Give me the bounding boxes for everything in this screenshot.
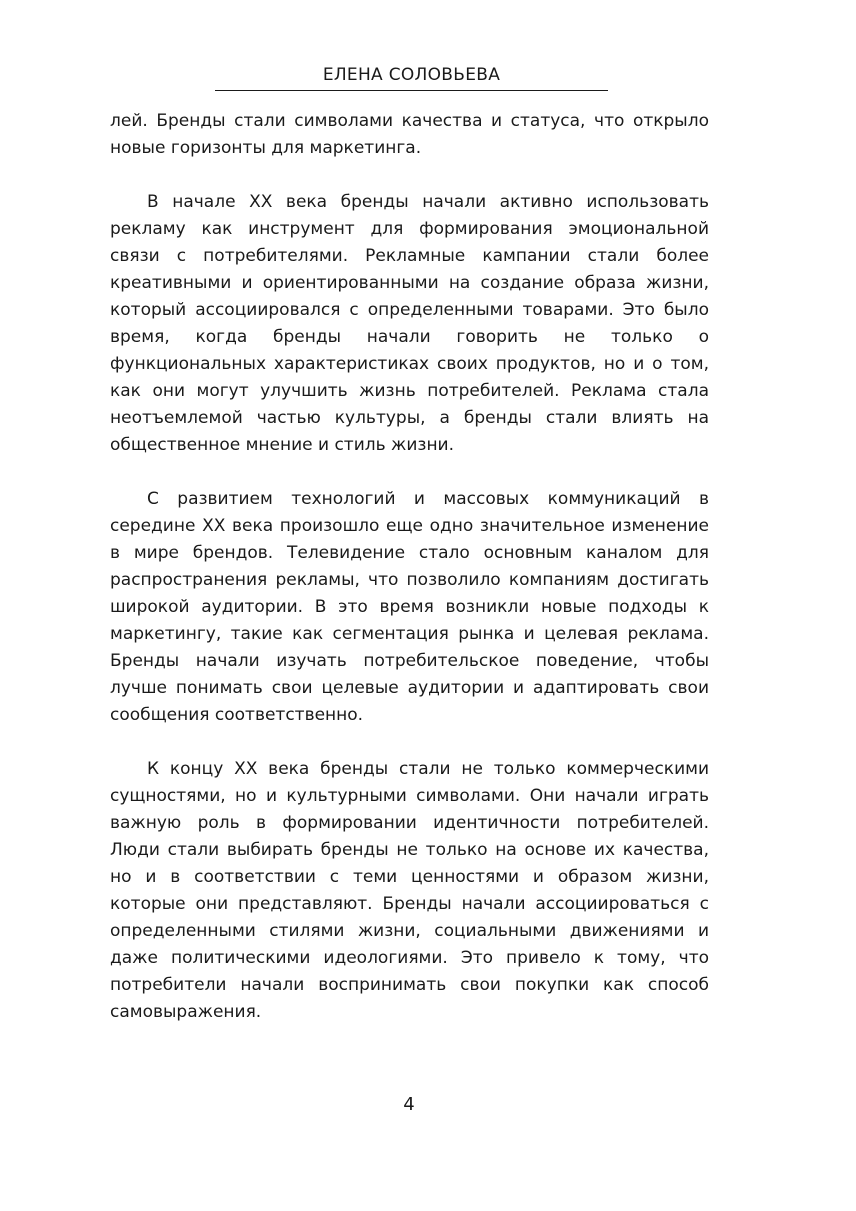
paragraph: С развитием технологий и массовых коммуникаций в середине XX века произошло еще одно значительное изменение в мире брендов. Телевидение стало основным каналом для распространения рекламы, что позволило компаниям достигать широкой аудитории. В это время возникли новые подходы к маркетингу, такие как сегментация рынка и целевая реклама. Бренды начали изучать потребительское поведение, чтобы лучше понимать свои целевые аудитории и адаптировать свои сообщения соответственно.: [110, 489, 709, 725]
paragraph: В начале XX века бренды начали активно использовать рекламу как инструмент для формирования эмоциональной связи с потребителями. Рекламные кампании стали более креативными и ориентированными на создание образа жизни, который ассоциировался с определенными товарами. Это было время, когда бренды начали говорить не только о функциональных характеристиках своих продуктов, но и о том, как они могут улучшить жизнь потребителей. Реклама стала неотъемлемой частью культуры, а бренды стали влиять на общественное мнение и стиль жизни.: [110, 192, 709, 455]
paragraph: К концу XX века бренды стали не только коммерческими сущностями, но и культурными символами. Они начали играть важную роль в формировании идентичности потребителей. Люди стали выбирать бренды не только на основе их качества, но и в соответствии с теми ценностями и образом жизни, которые они представляют. Бренды начали ассоциироваться с определенными стилями жизни, социальными движениями и даже политическими идеологиями. Это привело к тому, что потребители начали воспринимать свои покупки как способ самовыражения.: [110, 759, 709, 1022]
running-header: ЕЛЕНА СОЛОВЬЕВА: [215, 64, 608, 91]
body-text: [110, 108, 709, 1026]
page-number: 4: [403, 1094, 415, 1115]
paragraph-continued: лей. Бренды стали символами качества и статуса, что открыло новые горизонты для маркетинга.: [110, 111, 709, 158]
